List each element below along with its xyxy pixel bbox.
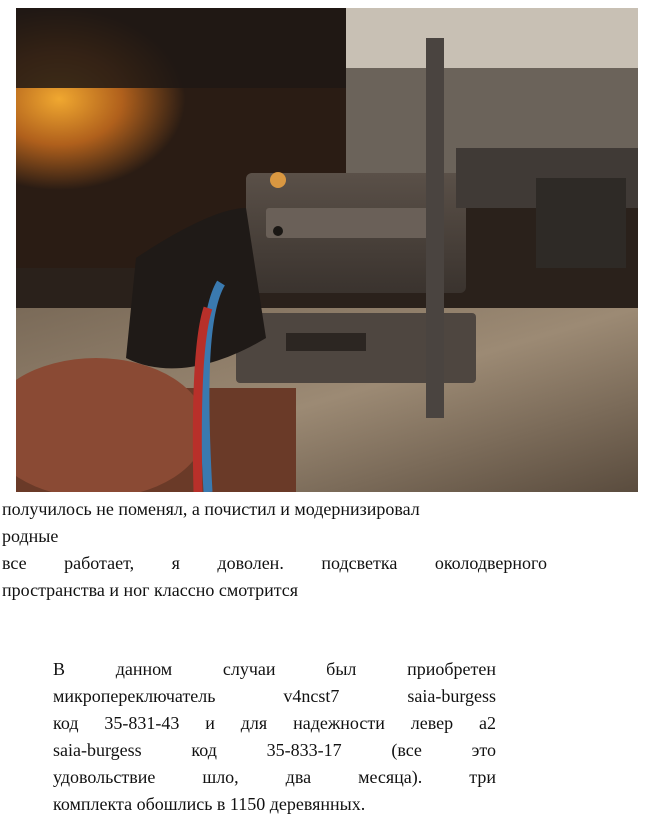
paragraph-2-line: комплекта обошлись в 1150 деревянных.	[53, 794, 366, 814]
paragraph-1-line: все работает, я доволен. подсветка околодверного	[2, 553, 547, 573]
paragraph-1-line: получилось не поменял, а почистил и модернизировал	[2, 499, 420, 519]
paragraph-2-line: saia-burgess код 35-833-17 (все это	[53, 740, 496, 760]
paragraph-2-line: микропереключатель v4ncst7 saia-burgess	[53, 686, 496, 706]
paragraph-2-line: код 35-831-43 и для надежности левер a2	[53, 713, 496, 733]
paragraph-1-line: пространства и ног классно смотрится	[2, 580, 299, 600]
paragraph-1	[2, 496, 547, 604]
paragraph-2-line: удовольствие шло, два месяца). три	[53, 767, 496, 787]
door-switch-photo	[16, 8, 638, 492]
paragraph-2	[53, 656, 496, 818]
paragraph-2-line: В данном случаи был приобретен	[53, 659, 496, 679]
paragraph-1-line: родные	[2, 526, 59, 546]
